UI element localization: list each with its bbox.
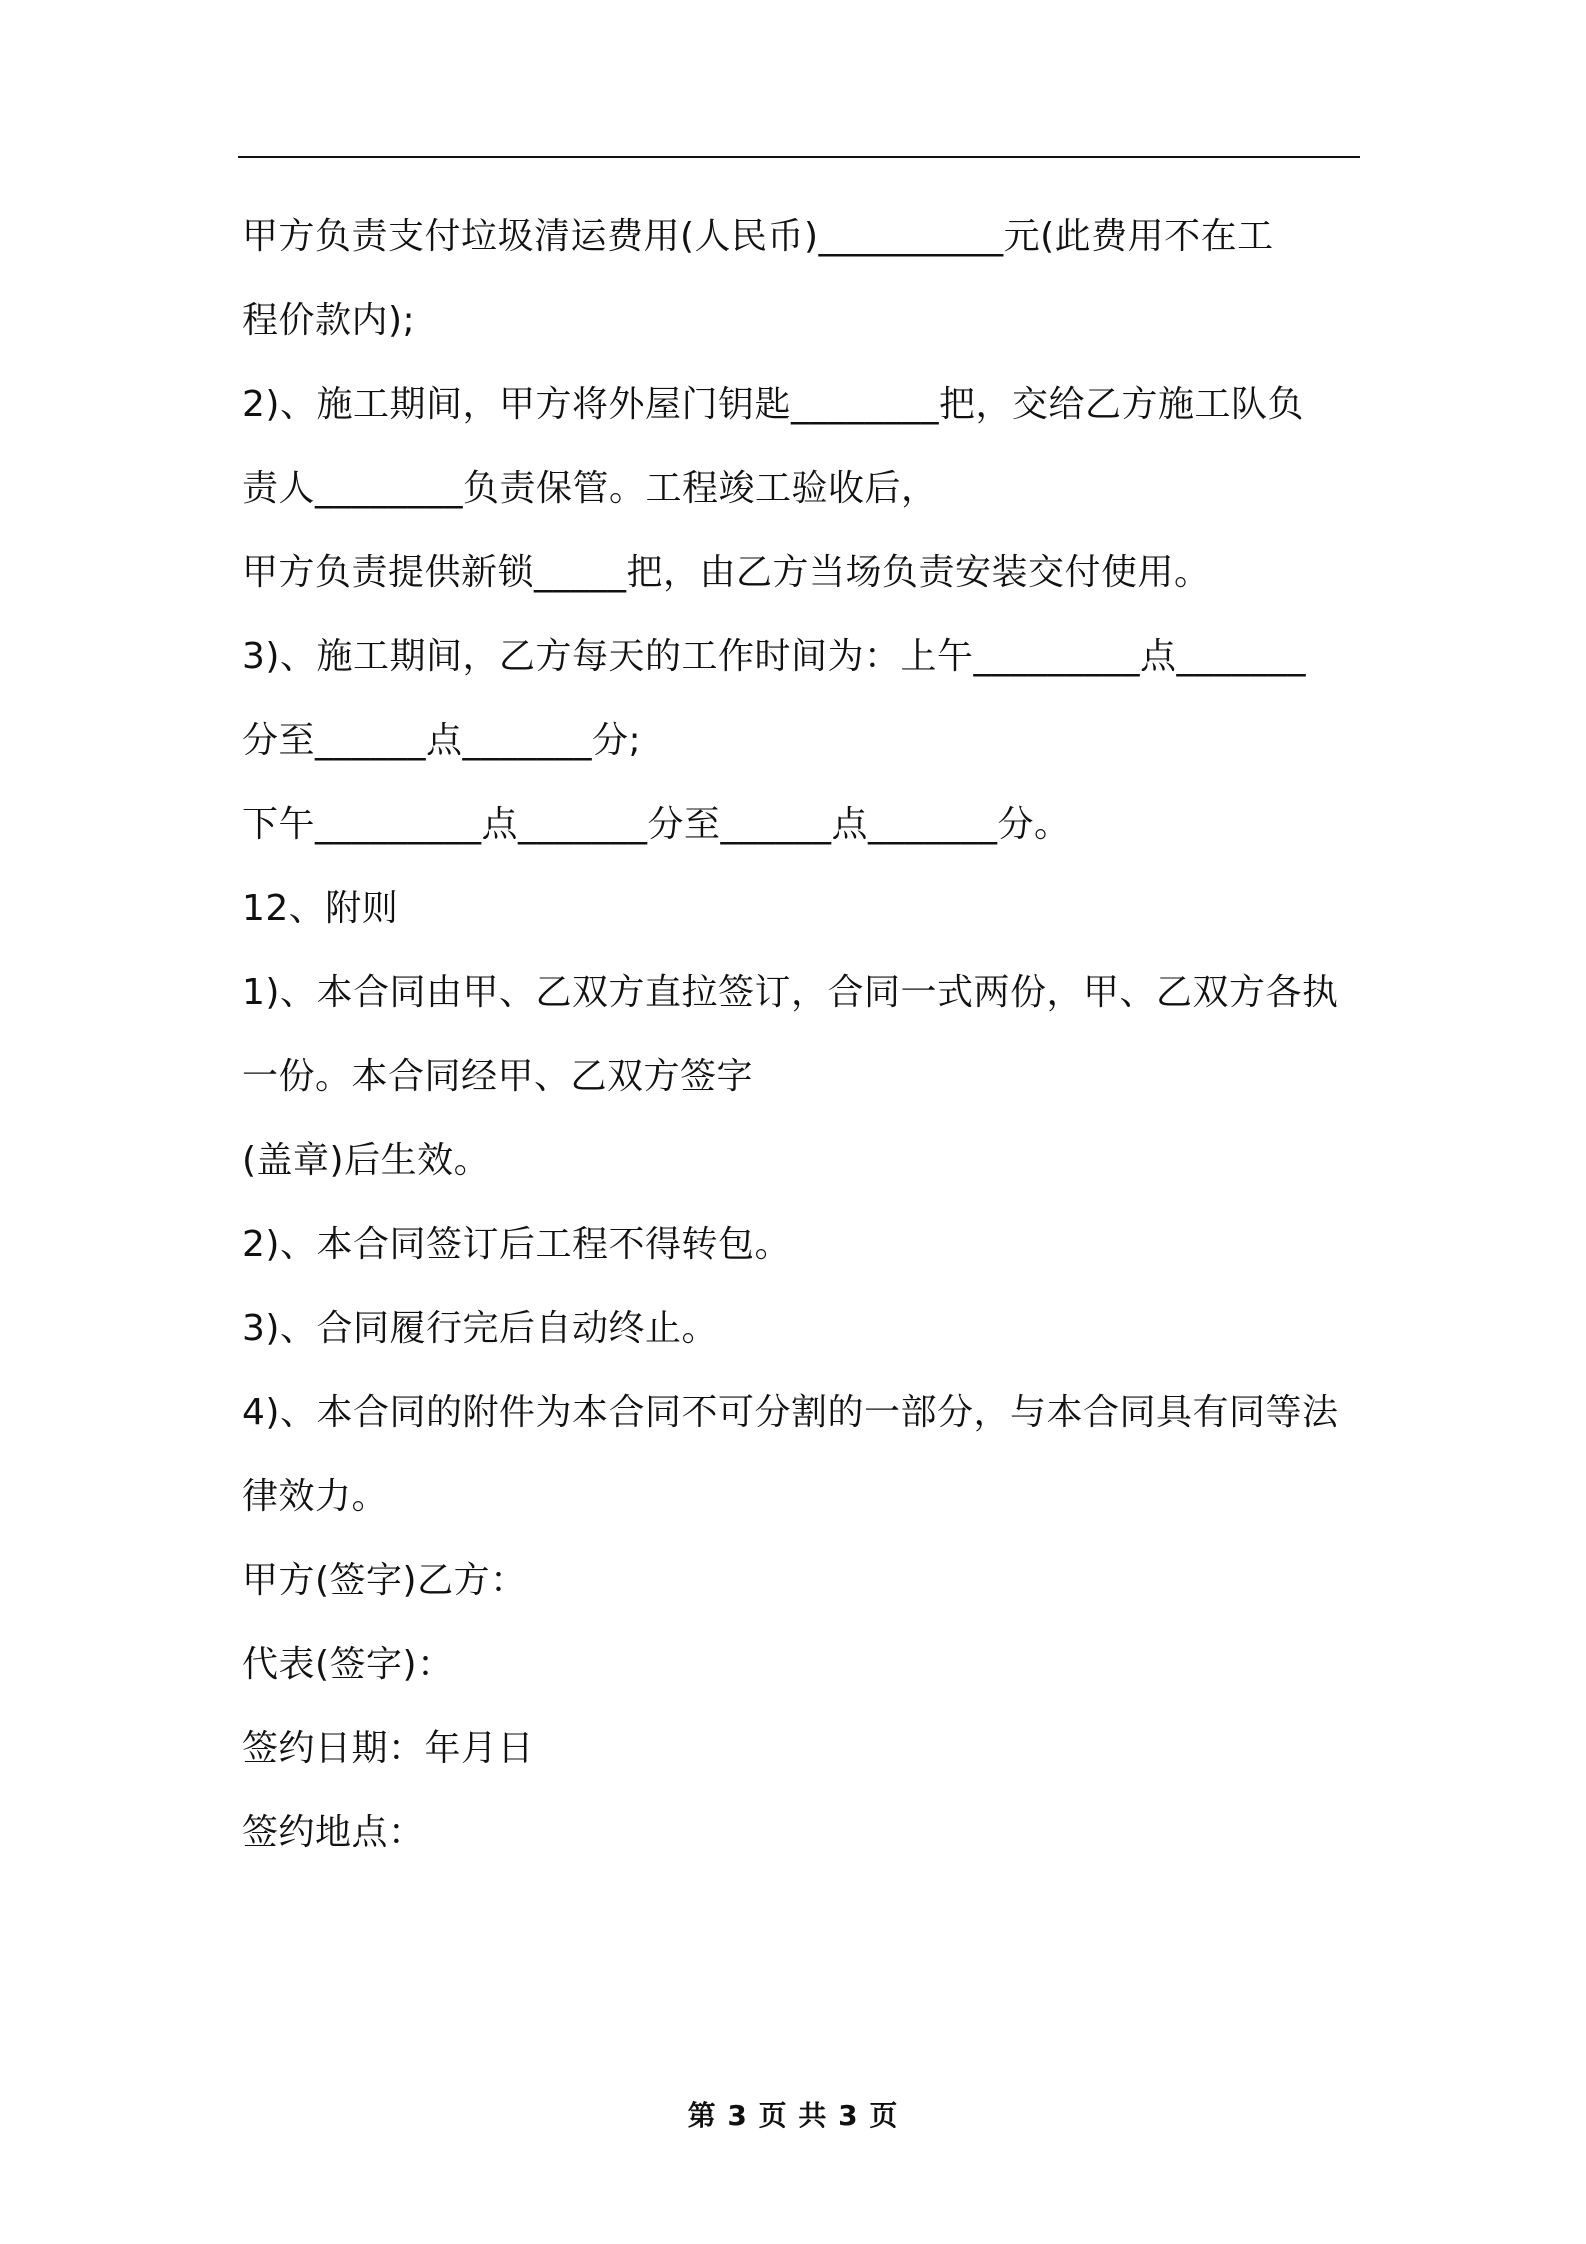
header-rule — [238, 156, 1360, 158]
text-line: 甲方负责提供新锁_____把，由乙方当场负责安装交付使用。 — [242, 552, 1211, 593]
text-line: 程价款内); — [242, 300, 416, 341]
section-heading: 12、附则 — [242, 888, 399, 929]
signature-line-representative: 代表(签字)： — [242, 1644, 454, 1685]
text-line: 律效力。 — [242, 1476, 389, 1517]
text-line: 1)、本合同由甲、乙双方直拉签订，合同一式两份，甲、乙双方各执 — [242, 972, 1339, 1013]
text-line: 2)、本合同签订后工程不得转包。 — [242, 1224, 791, 1265]
text-line: 责人________负责保管。工程竣工验收后， — [242, 468, 938, 509]
text-line: 下午_________点_______分至______点_______分。 — [242, 804, 1071, 845]
signing-place-line: 签约地点： — [242, 1812, 425, 1853]
signature-line-party: 甲方(签字)乙方： — [242, 1560, 527, 1601]
document-body — [242, 195, 1362, 1875]
text-line: (盖章)后生效。 — [242, 1140, 491, 1181]
text-line: 4)、本合同的附件为本合同不可分割的一部分，与本合同具有同等法 — [242, 1392, 1339, 1433]
text-line: 甲方负责支付垃圾清运费用(人民币)__________元(此费用不在工 — [242, 216, 1274, 257]
text-line: 分至______点_______分; — [242, 720, 642, 761]
text-line: 3)、合同履行完后自动终止。 — [242, 1308, 718, 1349]
page-number-footer: 第 3 页 共 3 页 — [687, 2099, 899, 2132]
text-line: 2)、施工期间，甲方将外屋门钥匙________把，交给乙方施工队负 — [242, 384, 1304, 425]
text-line: 3)、施工期间，乙方每天的工作时间为：上午_________点_______ — [242, 636, 1306, 677]
text-line: 一份。本合同经甲、乙双方签字 — [242, 1056, 754, 1097]
signing-date-line: 签约日期：年月日 — [242, 1728, 535, 1769]
